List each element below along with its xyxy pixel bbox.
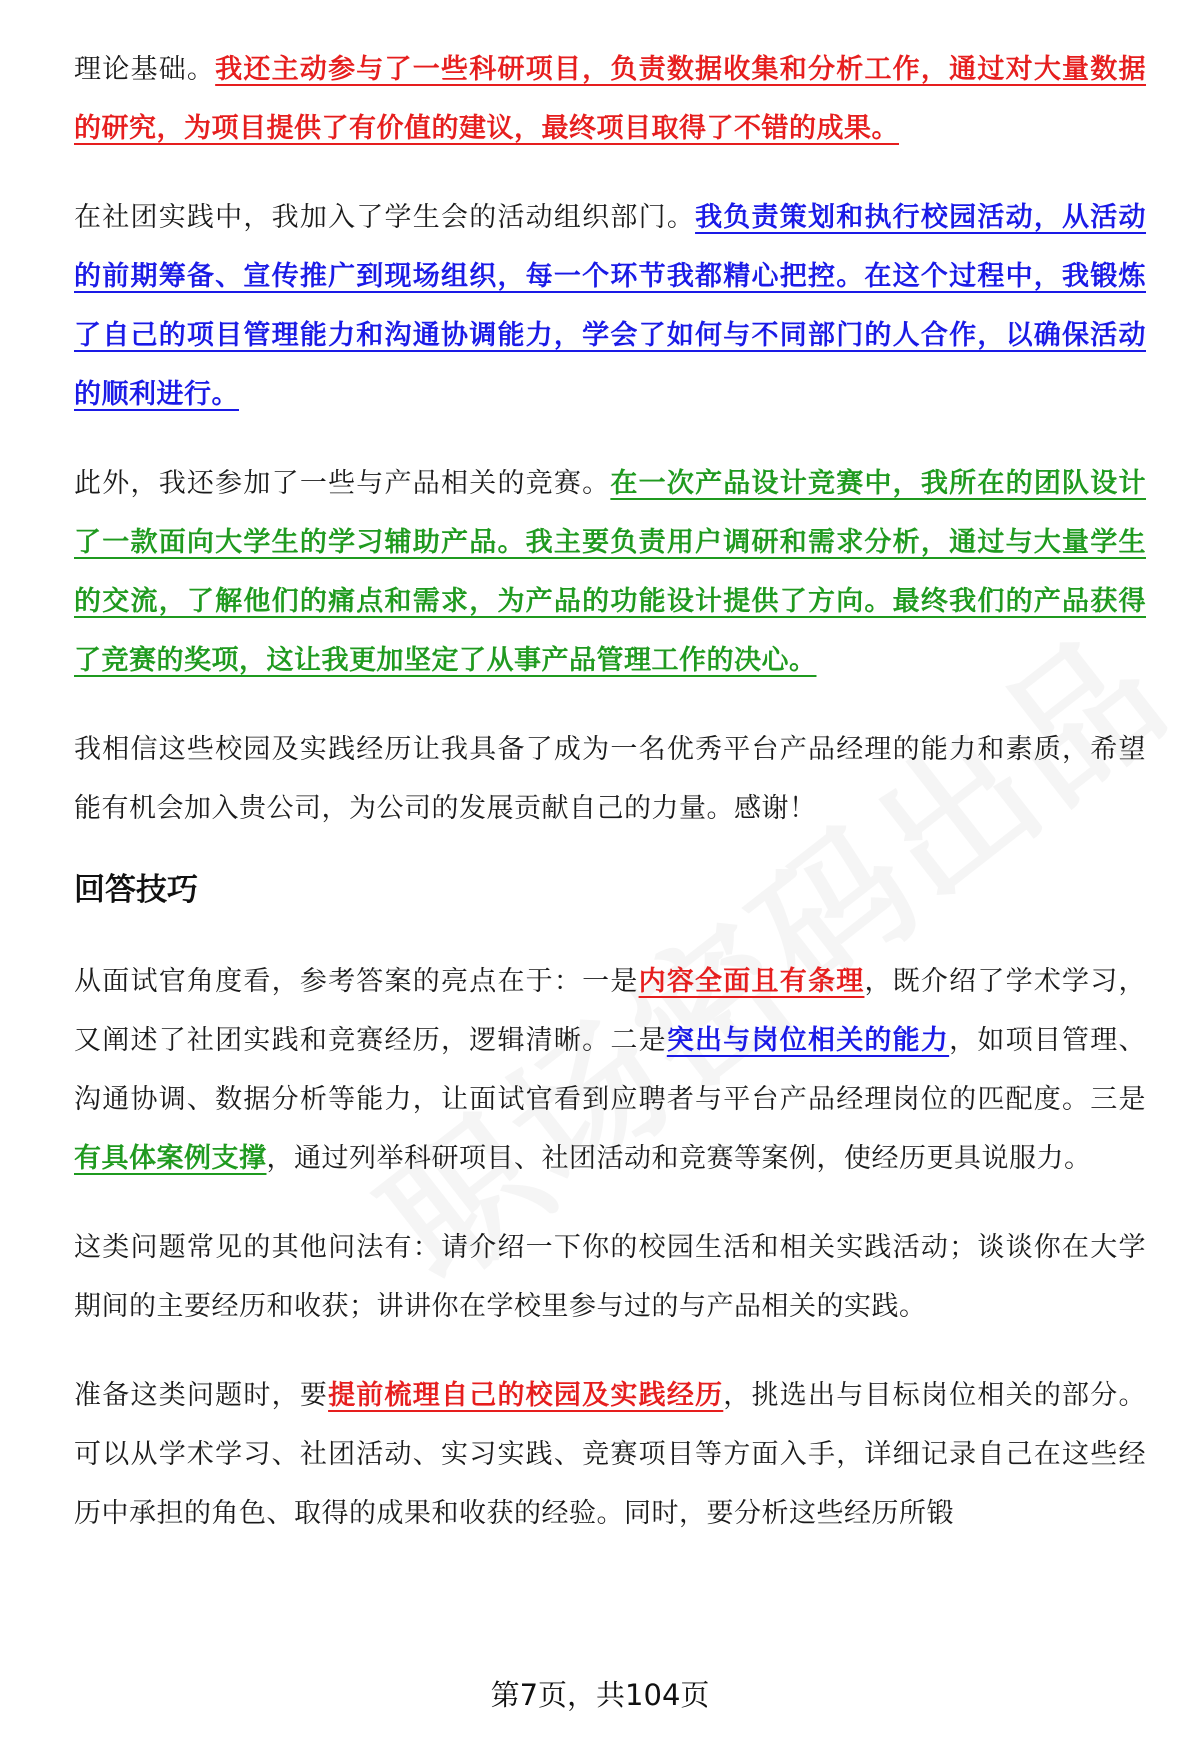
text-segment: ，如项目管理、沟通协调、数据分析等能力，让面试官看到应聘者与平台产品经理岗位的匹配度。三是 [74,1025,1147,1115]
page-number-footer: 第7页，共104页 [490,1678,710,1712]
highlight-segment: 我负责策划和执行校园活动，从活动的前期筹备、宣传推广到现场组织，每一个环节我都精心把控。在这个过程中，我锻炼了自己的项目管理能力和沟通协调能力，学会了如何与不同部门的人合作，以确保活动的顺利进行。 [74,202,1147,410]
section-heading: 回答技巧 [74,872,198,908]
answer-paragraph-4 [74,720,1146,838]
answer-paragraph-3 [74,454,1146,690]
document-page [74,40,1146,1573]
text-segment: 准备这类问题时，要 [74,1380,329,1411]
answer-paragraph-1 [74,40,1146,158]
tips-paragraph-3 [74,1366,1146,1543]
tips-section [74,952,1146,1543]
text-segment: 我相信这些校园及实践经历让我具备了成为一名优秀平台产品经理的能力和素质，希望能有机会加入贵公司，为公司的发展贡献自己的力量。感谢！ [74,734,1146,824]
highlight-segment: 我还主动参与了一些科研项目，负责数据收集和分析工作，通过对大量数据的研究，为项目提供了有价值的建议，最终项目取得了不错的成果。 [74,54,1147,144]
highlight-segment: 内容全面且有条理 [638,966,865,997]
text-segment: 从面试官角度看，参考答案的亮点在于：一是 [74,966,639,997]
text-segment: 此外，我还参加了一些与产品相关的竞赛。 [74,468,611,499]
highlight-segment: 突出与岗位相关的能力 [666,1025,950,1056]
text-segment: ，挑选出与目标岗位相关的部分。可以从学术学习、社团活动、实习实践、竞赛项目等方面入手，详细记录自己在这些经历中承担的角色、取得的成果和收获的经验。同时，要分析这些经历所锻 [74,1380,1147,1529]
answer-paragraph-2 [74,188,1146,424]
text-segment: 在社团实践中，我加入了学生会的活动组织部门。 [74,202,696,233]
text-segment: 理论基础。 [74,54,216,85]
highlight-segment: 有具体案例支撑 [74,1143,267,1174]
highlight-segment: 提前梳理自己的校园及实践经历 [328,1380,724,1411]
text-segment: 这类问题常见的其他问法有：请介绍一下你的校园生活和相关实践活动；谈谈你在大学期间的主要经历和收获；讲讲你在学校里参与过的与产品相关的实践。 [74,1232,1146,1322]
answer-section [74,40,1146,838]
tips-paragraph-1 [74,952,1146,1188]
text-segment: ，通过列举科研项目、社团活动和竞赛等案例，使经历更具说服力。 [266,1143,1092,1174]
text-segment: ，既介绍了学术学习，又阐述了社团实践和竞赛经历，逻辑清晰。二是 [74,966,1147,1056]
tips-paragraph-2 [74,1218,1146,1336]
highlight-segment: 在一次产品设计竞赛中，我所在的团队设计了一款面向大学生的学习辅助产品。我主要负责用户调研和需求分析，通过与大量学生的交流，了解他们的痛点和需求，为产品的功能设计提供了方向。最终我们的产品获得了竞赛的奖项，这让我更加坚定了从事产品管理工作的决心。 [74,468,1147,676]
